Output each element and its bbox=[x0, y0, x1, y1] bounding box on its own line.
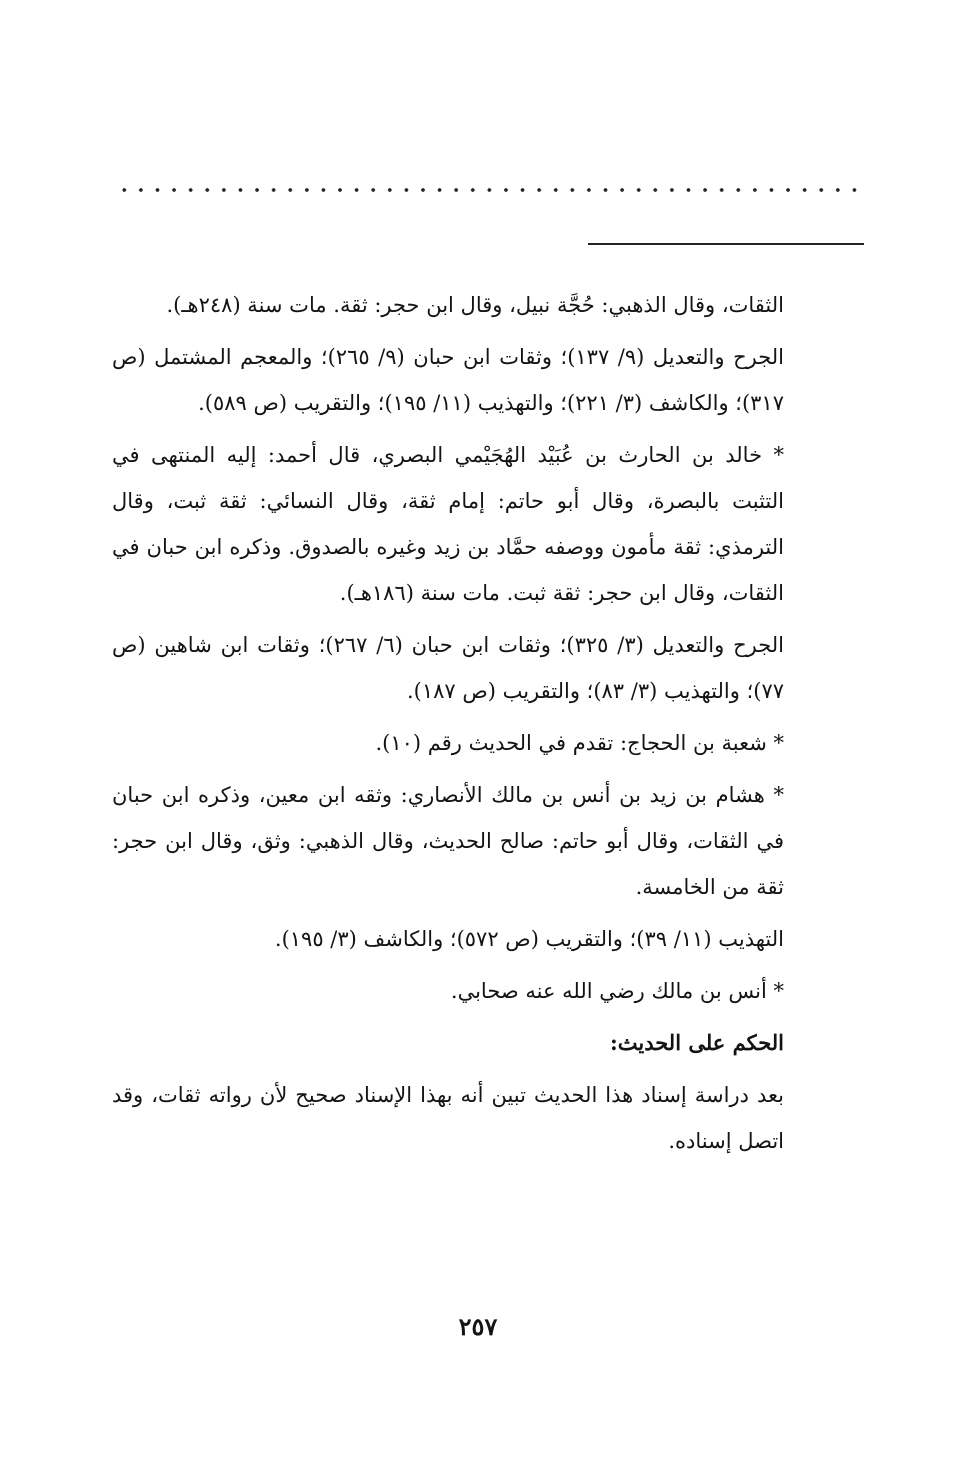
page-number: ٢٥٧ bbox=[458, 1312, 498, 1341]
paragraph-continuation: الثقات، وقال الذهبي: حُجَّة نبيل، وقال ابن حجر: ثقة. مات سنة (٢٤٨هـ). bbox=[166, 293, 784, 317]
paragraph-references-2: الجرح والتعديل (٣/ ٣٢٥)؛ وثقات ابن حبان (٦/ ٢٦٧)؛ وثقات ابن شاهين (ص ٧٧)؛ والتهذيب (٣/ ٨٣)؛ والتقريب (ص ١٨٧). bbox=[112, 633, 784, 703]
paragraph-references-1: الجرح والتعديل (٩/ ١٣٧)؛ وثقات ابن حبان (٩/ ٢٦٥)؛ والمعجم المشتمل (ص ٣١٧)؛ والكاشف (٣/ ٢٢١)؛ والتهذيب (١١/ ١٩٥)؛ والتقريب (ص ٥٨٩). bbox=[112, 345, 784, 415]
paragraph-khalid: * خالد بن الحارث بن عُبَيْد الهُجَيْمي البصري، قال أحمد: إليه المنتهى في التثبت بالبصرة، وقال أبو حاتم: إمام ثقة، وقال النسائي: ثقة ثبت، وقال الترمذي: ثقة مأمون ووصفه حمَّاد بن زيد وغيره بالصدوق. وذكره ابن حبان في الثقات، وقال ابن حجر: ثقة ثبت. مات سنة (١٨٦هـ). bbox=[112, 443, 784, 605]
section-heading: الحكم على الحديث: bbox=[610, 1030, 784, 1055]
paragraph-shuba: * شعبة بن الحجاج: تقدم في الحديث رقم (١٠). bbox=[375, 731, 784, 755]
page-body bbox=[112, 282, 784, 1170]
paragraph-hisham: * هشام بن زيد بن أنس بن مالك الأنصاري: وثقه ابن معين، وذكره ابن حبان في الثقات، وقال أبو حاتم: صالح الحديث، وقال الذهبي: وثق، وقال ابن حجر: ثقة من الخامسة. bbox=[112, 783, 784, 899]
footnote-rule bbox=[588, 243, 864, 245]
paragraph-anas: * أنس بن مالك رضي الله عنه صحابي. bbox=[450, 979, 784, 1003]
dotted-separator bbox=[116, 186, 864, 194]
paragraph-ruling: بعد دراسة إسناد هذا الحديث تبين أنه بهذا الإسناد صحيح لأن رواته ثقات، وقد اتصل إسناده. bbox=[112, 1083, 784, 1153]
paragraph-references-3: التهذيب (١١/ ٣٩)؛ والتقريب (ص ٥٧٢)؛ والكاشف (٣/ ١٩٥). bbox=[274, 927, 784, 951]
